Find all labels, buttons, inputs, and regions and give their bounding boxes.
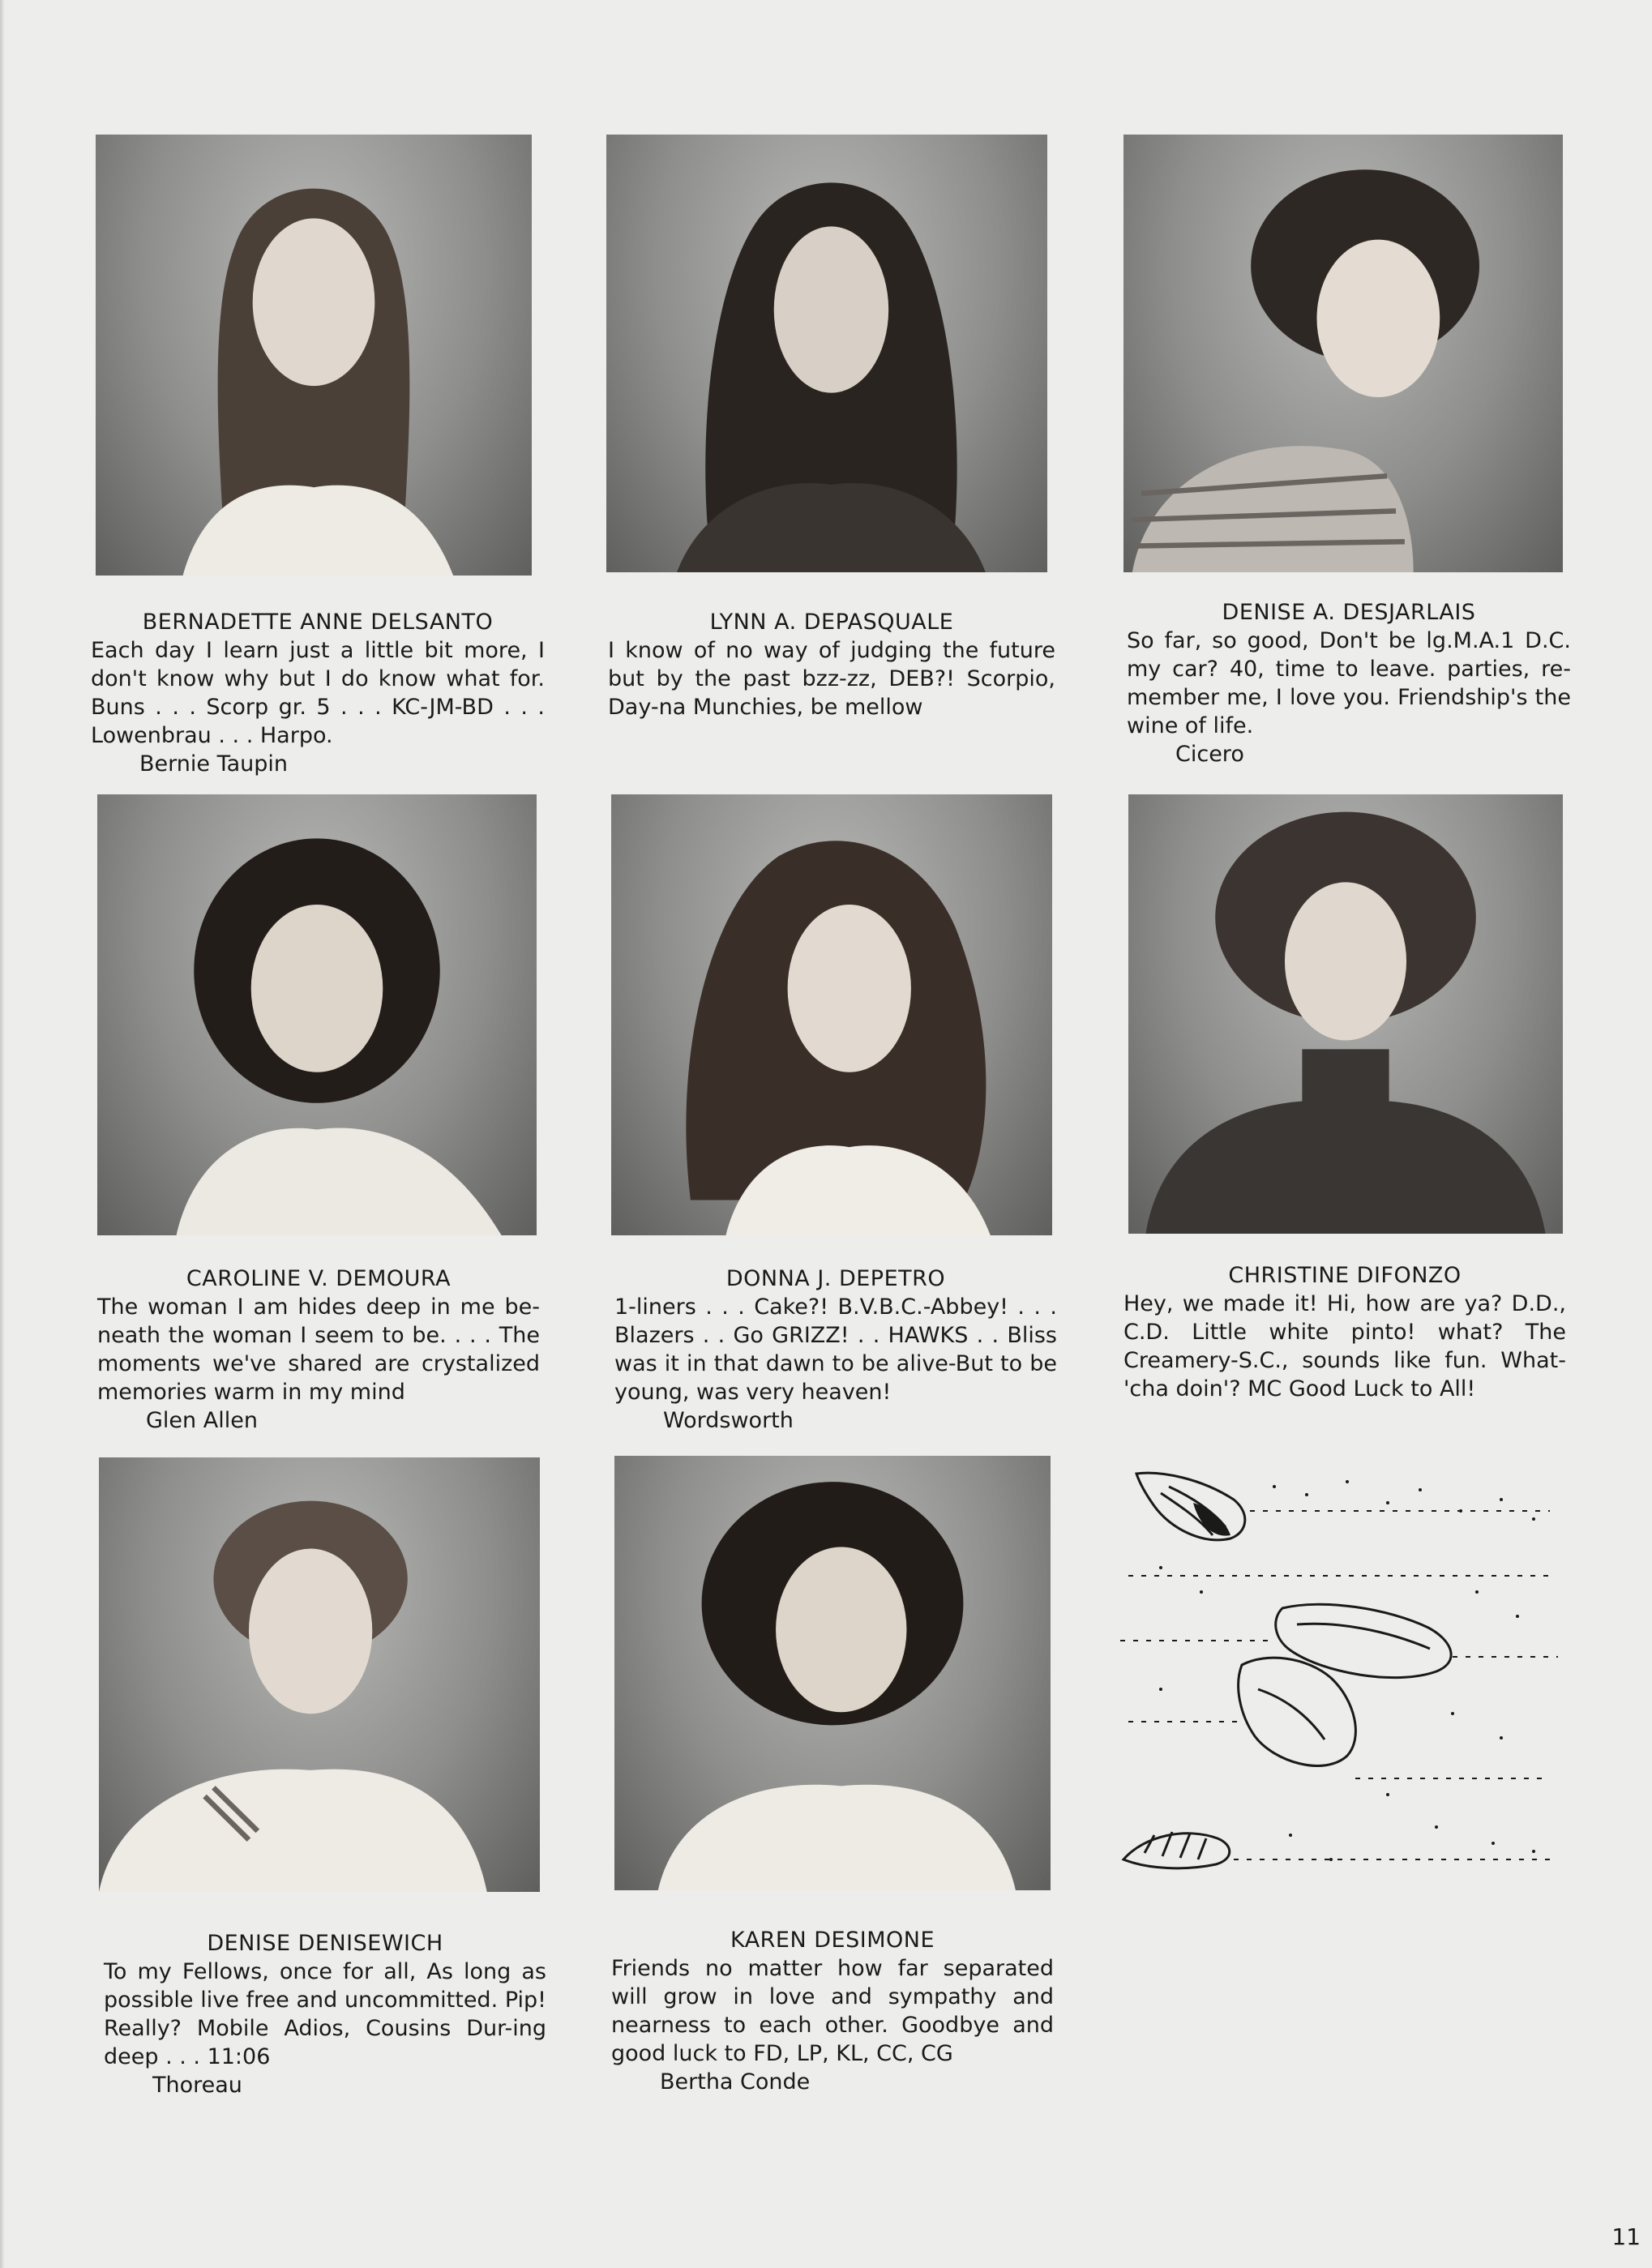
portrait-photo-depasquale [606,135,1047,572]
portrait-silhouette-icon [97,794,537,1235]
quote-attribution: Bertha Conde [660,2069,811,2095]
caption-depasquale [608,608,1055,721]
portrait-photo-delsanto [96,135,532,576]
quote-attribution: Cicero [1175,742,1244,767]
caption-depetro [614,1265,1057,1435]
student-name: DENISE A. DESJARLAIS [1222,600,1476,625]
quote-attribution: Bernie Taupin [139,751,289,777]
caption-demoura [97,1265,540,1435]
student-quote: 1-liners . . . Cake?! B.V.B.C.-Abbey! . . . Blazers . . Go GRIZZ! . . HAWKS . . Bliss was it in that dawn to be alive-But to be young, was very heaven! [614,1294,1057,1405]
portrait-photo-depetro [611,794,1052,1235]
portrait-photo-desjarlais [1123,135,1563,572]
portrait-photo-difonzo [1128,794,1563,1234]
student-name: DONNA J. DEPETRO [725,1266,946,1291]
student-quote: Each day I learn just a little bit more, I don't know why but I do know what for. Buns . . . Scorp gr. 5 . . . KC-JM-BD . . . Lowenbrau . . . Harpo. [91,638,545,748]
portrait-silhouette-icon [611,794,1052,1235]
student-name: LYNN A. DEPASQUALE [709,610,954,635]
quote-attribution: Wordsworth [663,1408,794,1433]
student-quote: Friends no matter how far separated will grow in love and sympathy and nearness to each other. Goodbye and good luck to FD, LP, KL, CC, CG [611,1956,1054,2066]
seashell-sketch-icon [1112,1454,1571,1892]
student-name: CHRISTINE DIFONZO [1228,1263,1462,1288]
caption-denisewich [104,1929,546,2099]
portrait-silhouette-icon [99,1457,540,1892]
page-edge-shadow [0,0,5,2268]
student-name: KAREN DESIMONE [730,1928,935,1953]
portrait-silhouette-icon [606,135,1047,572]
student-name: DENISE DENISEWICH [207,1931,443,1956]
student-quote: To my Fellows, once for all, As long as possible live free and uncommitted. Pip! Really? Mobile Adios, Cousins Dur-ing deep . . . 11:06 [104,1959,546,2069]
page-number: 11 [1611,2223,1641,2250]
quote-attribution: Glen Allen [146,1408,258,1433]
portrait-photo-desimone [614,1456,1051,1890]
caption-delsanto [91,608,545,778]
caption-difonzo [1123,1261,1566,1403]
portrait-photo-demoura [97,794,537,1235]
caption-desjarlais [1127,598,1571,768]
portrait-silhouette-icon [96,135,532,576]
student-quote: I know of no way of judging the future but by the past bzz-zz, DEB?! Scorpio, Day-na Munchies, be mellow [608,638,1055,720]
student-name: CAROLINE V. DEMOURA [186,1266,452,1291]
portrait-silhouette-icon [1123,135,1563,572]
portrait-photo-denisewich [99,1457,540,1892]
quote-attribution: Thoreau [152,2073,242,2098]
portrait-silhouette-icon [614,1456,1051,1890]
student-quote: The woman I am hides deep in me be-neath the woman I seem to be. . . . The moments we've shared are crystalized memories warm in my mind [97,1294,540,1405]
portrait-silhouette-icon [1128,794,1563,1234]
caption-desimone [611,1926,1054,2096]
student-quote: Hey, we made it! Hi, how are ya? D.D., C.D. Little white pinto! what? The Creamery-S.C., sounds like fun. What-'cha doin'? MC Good Luck to All! [1123,1291,1566,1401]
student-quote: So far, so good, Don't be lg.M.A.1 D.C. my car? 40, time to leave. parties, re-member me, I love you. Friendship's the wine of life. [1127,628,1571,738]
student-name: BERNADETTE ANNE DELSANTO [142,610,494,635]
